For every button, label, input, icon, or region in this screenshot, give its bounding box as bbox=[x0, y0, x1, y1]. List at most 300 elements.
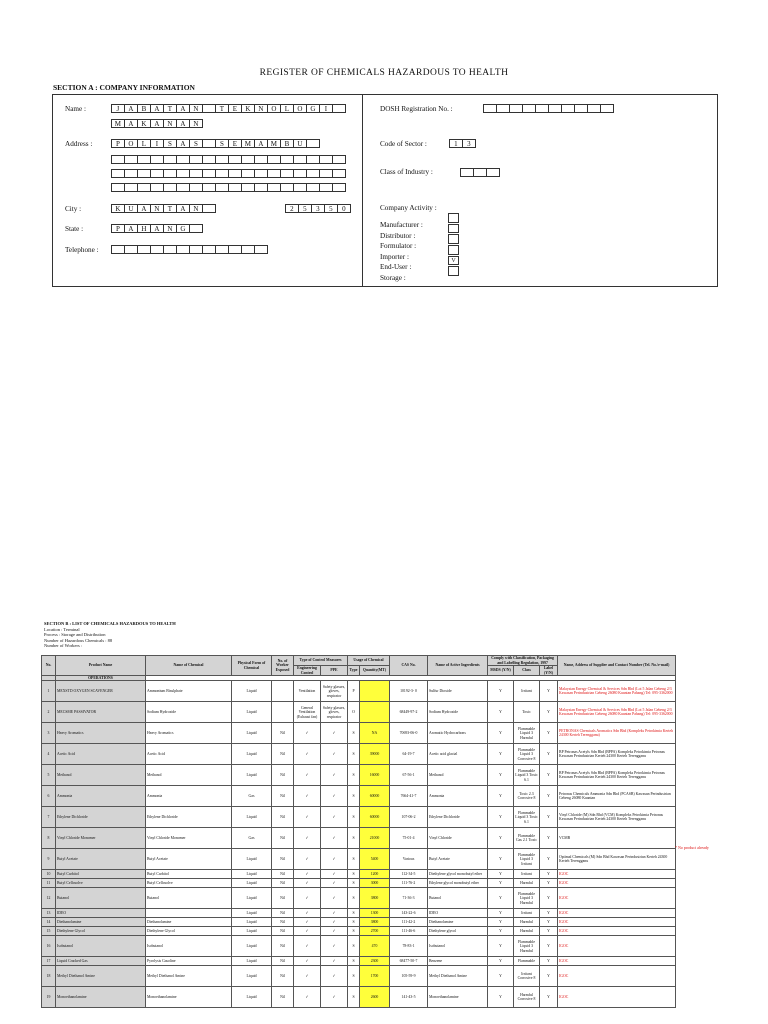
char-box[interactable]: A bbox=[137, 204, 151, 213]
table-row bbox=[42, 849, 676, 870]
activity-checkbox[interactable] bbox=[448, 234, 459, 244]
char-box[interactable]: K bbox=[137, 119, 151, 128]
char-box[interactable] bbox=[124, 245, 138, 254]
char-box[interactable]: 5 bbox=[298, 204, 312, 213]
msds-cell: Y bbox=[488, 681, 514, 702]
label-cell: Y bbox=[540, 681, 558, 702]
char-box[interactable]: N bbox=[189, 204, 203, 213]
cas-no-cell: 75-01-4 bbox=[390, 828, 428, 849]
usage-type-cell: S bbox=[348, 807, 360, 828]
char-box[interactable] bbox=[267, 169, 281, 178]
char-box[interactable] bbox=[280, 155, 294, 164]
chemical-name-cell: Pyrolysis Gasoline bbox=[146, 957, 232, 966]
table-row bbox=[42, 681, 676, 702]
char-box[interactable]: S bbox=[215, 139, 229, 148]
char-box[interactable]: A bbox=[124, 224, 138, 233]
table-row bbox=[42, 987, 676, 1008]
char-box[interactable]: I bbox=[150, 139, 164, 148]
char-box[interactable] bbox=[332, 169, 346, 178]
char-box[interactable] bbox=[306, 139, 320, 148]
char-box[interactable]: A bbox=[176, 204, 190, 213]
char-box[interactable] bbox=[202, 245, 216, 254]
char-box[interactable]: A bbox=[150, 104, 164, 113]
row-no-cell: 5 bbox=[42, 765, 56, 786]
chemical-name-cell: Heavy Aromatics bbox=[146, 723, 232, 744]
activity-label: Company Activity : bbox=[380, 204, 437, 212]
char-box[interactable] bbox=[215, 169, 229, 178]
char-box[interactable]: A bbox=[150, 224, 164, 233]
usage-type-cell: S bbox=[348, 879, 360, 888]
char-box[interactable] bbox=[241, 183, 255, 192]
char-box[interactable]: L bbox=[137, 139, 151, 148]
address-line3-boxes[interactable] bbox=[111, 169, 345, 178]
char-box[interactable]: G bbox=[176, 224, 190, 233]
char-box[interactable] bbox=[176, 169, 190, 178]
activity-label: Storage : bbox=[380, 274, 406, 282]
industry-boxes[interactable] bbox=[460, 168, 499, 177]
char-box[interactable] bbox=[137, 169, 151, 178]
char-box[interactable] bbox=[124, 155, 138, 164]
char-box[interactable] bbox=[202, 139, 216, 148]
address-line2-boxes[interactable] bbox=[111, 155, 345, 164]
supplier-cell: PETRONAS Chemicals Aromatics Sdn Bhd (Kompleks Petrokimia Kerteh 24300 Kerteh Terengganu) bbox=[558, 723, 676, 744]
activity-label: End-User : bbox=[380, 263, 412, 272]
chemical-name-cell: Methyl Diethanol Amine bbox=[146, 966, 232, 987]
char-box[interactable] bbox=[548, 104, 562, 113]
section-b-title: SECTION B : LIST OF CHEMICALS HAZARDOUS TO HEALTH bbox=[44, 621, 176, 626]
msds-cell: Y bbox=[488, 786, 514, 807]
char-box[interactable]: U bbox=[293, 139, 307, 148]
row-no-cell: 17 bbox=[42, 957, 56, 966]
usage-type-cell: S bbox=[348, 918, 360, 927]
table-row bbox=[42, 786, 676, 807]
char-box[interactable]: T bbox=[163, 104, 177, 113]
activity-label: Importer : bbox=[380, 252, 409, 261]
workers-exposed-cell: Nil bbox=[272, 927, 294, 936]
product-name-cell: Butanol bbox=[56, 888, 146, 909]
char-box[interactable]: N bbox=[163, 224, 177, 233]
active-ingredient-cell: Sodium Hydroxide bbox=[428, 702, 488, 723]
char-box[interactable] bbox=[574, 104, 588, 113]
activity-checkbox[interactable] bbox=[448, 224, 459, 234]
char-box[interactable] bbox=[332, 183, 346, 192]
usage-type-cell: S bbox=[348, 828, 360, 849]
physical-form-cell: Liquid bbox=[232, 927, 272, 936]
char-box[interactable] bbox=[150, 183, 164, 192]
active-ingredient-cell: Diethylene glycol monobutyl ether bbox=[428, 870, 488, 879]
product-name-cell: Acetic Acid bbox=[56, 744, 146, 765]
active-ingredient-cell: Aromatic Hydrocarbons bbox=[428, 723, 488, 744]
char-box[interactable] bbox=[561, 104, 575, 113]
char-box[interactable]: 5 bbox=[324, 204, 338, 213]
char-box[interactable]: A bbox=[176, 139, 190, 148]
cas-no-cell: 143-22-6 bbox=[390, 909, 428, 918]
char-box[interactable] bbox=[241, 169, 255, 178]
quantity-cell: 2300 bbox=[360, 957, 390, 966]
char-box[interactable] bbox=[319, 155, 333, 164]
col-type: Type bbox=[348, 666, 360, 676]
char-box[interactable] bbox=[254, 155, 268, 164]
char-box[interactable] bbox=[163, 183, 177, 192]
cas-no-cell: 68477-50-7 bbox=[390, 957, 428, 966]
workers-exposed-cell: Nil bbox=[272, 870, 294, 879]
chemical-name-cell: Monoethanolamine bbox=[146, 987, 232, 1008]
char-box[interactable] bbox=[202, 183, 216, 192]
chemical-name-cell bbox=[146, 909, 232, 918]
msds-cell: Y bbox=[488, 828, 514, 849]
active-ingredient-cell: Butanol bbox=[428, 888, 488, 909]
product-name-cell: Ammonia bbox=[56, 786, 146, 807]
char-box[interactable] bbox=[202, 155, 216, 164]
table-row bbox=[42, 807, 676, 828]
class-cell: Harmful bbox=[514, 918, 540, 927]
supplier-cell: BP Petronas Acetyls Sdn Bhd (BPPA) Kompleks Petrokimia Petronas Kawasan Perindustrian Kerteh 24300 Kerteh Terengganu bbox=[558, 765, 676, 786]
usage-type-cell: S bbox=[348, 870, 360, 879]
char-box[interactable] bbox=[332, 104, 346, 113]
table-row bbox=[42, 957, 676, 966]
char-box[interactable]: N bbox=[189, 119, 203, 128]
char-box[interactable]: A bbox=[124, 104, 138, 113]
name-label: Name : bbox=[65, 105, 86, 113]
activity-row bbox=[380, 256, 470, 272]
supplier-cell: IGOC bbox=[558, 879, 676, 888]
char-box[interactable]: G bbox=[306, 104, 320, 113]
char-box[interactable] bbox=[137, 245, 151, 254]
label-cell: Y bbox=[540, 744, 558, 765]
char-box[interactable]: K bbox=[111, 204, 125, 213]
activity-checkbox[interactable] bbox=[448, 266, 459, 276]
char-box[interactable]: B bbox=[280, 139, 294, 148]
activity-row bbox=[380, 267, 470, 282]
telephone-label: Telephone : bbox=[65, 246, 99, 254]
class-cell: Toxic bbox=[514, 702, 540, 723]
col-product: Product Name bbox=[56, 656, 146, 676]
char-box[interactable]: 2 bbox=[285, 204, 299, 213]
char-box[interactable]: 3 bbox=[462, 139, 476, 148]
char-box[interactable]: O bbox=[267, 104, 281, 113]
cas-no-cell: 7664-41-7 bbox=[390, 786, 428, 807]
physical-form-cell: Liquid bbox=[232, 681, 272, 702]
char-box[interactable] bbox=[267, 183, 281, 192]
char-box[interactable]: N bbox=[254, 104, 268, 113]
char-box[interactable]: I bbox=[319, 104, 333, 113]
char-box[interactable] bbox=[111, 183, 125, 192]
product-name-cell: IDEO bbox=[56, 909, 146, 918]
table-row bbox=[42, 870, 676, 879]
usage-type-cell: P bbox=[348, 681, 360, 702]
char-box[interactable] bbox=[163, 169, 177, 178]
char-box[interactable] bbox=[202, 204, 216, 213]
class-cell: Harmful bbox=[514, 879, 540, 888]
workers-exposed-cell: Nil bbox=[272, 957, 294, 966]
active-ingredient-cell: Sulfur Dioxide bbox=[428, 681, 488, 702]
document-title: REGISTER OF CHEMICALS HAZARDOUS TO HEALTH bbox=[259, 68, 509, 78]
label-cell: Y bbox=[540, 849, 558, 870]
char-box[interactable] bbox=[163, 155, 177, 164]
num-chemicals-text: Number of Hazardous Chemicals : 88 bbox=[44, 637, 113, 643]
char-box[interactable] bbox=[111, 169, 125, 178]
char-box[interactable]: M bbox=[241, 139, 255, 148]
char-box[interactable] bbox=[483, 104, 497, 113]
char-box[interactable] bbox=[535, 104, 549, 113]
label-cell: Y bbox=[540, 936, 558, 957]
char-box[interactable]: T bbox=[163, 204, 177, 213]
label-cell: Y bbox=[540, 987, 558, 1008]
section-b-meta bbox=[44, 621, 176, 649]
address-line4-boxes[interactable] bbox=[111, 183, 345, 192]
char-box[interactable] bbox=[176, 245, 190, 254]
char-box[interactable] bbox=[215, 155, 229, 164]
char-box[interactable] bbox=[600, 104, 614, 113]
engineering-control-cell: ✓ bbox=[294, 987, 321, 1008]
char-box[interactable]: M bbox=[111, 119, 125, 128]
quantity-cell: 60000 bbox=[360, 807, 390, 828]
usage-type-cell: S bbox=[348, 849, 360, 870]
quantity-cell: 2600 bbox=[360, 987, 390, 1008]
row-no-cell: 16 bbox=[42, 936, 56, 957]
char-box[interactable] bbox=[150, 245, 164, 254]
char-box[interactable] bbox=[254, 183, 268, 192]
product-name-cell: Heavy Aromatics bbox=[56, 723, 146, 744]
char-box[interactable]: N bbox=[189, 104, 203, 113]
char-box[interactable] bbox=[486, 168, 500, 177]
activity-checkbox[interactable]: V bbox=[448, 256, 459, 266]
col-ppe: PPE bbox=[321, 666, 348, 676]
char-box[interactable] bbox=[111, 155, 125, 164]
char-box[interactable] bbox=[332, 155, 346, 164]
class-cell: Flammable Liquid 3 Irritant bbox=[514, 849, 540, 870]
char-box[interactable] bbox=[228, 245, 242, 254]
char-box[interactable]: E bbox=[228, 139, 242, 148]
char-box[interactable]: K bbox=[241, 104, 255, 113]
char-box[interactable] bbox=[293, 183, 307, 192]
class-cell: Flammable Gas 2.1 Toxic bbox=[514, 828, 540, 849]
quantity-cell: 39000 bbox=[360, 744, 390, 765]
char-box[interactable]: A bbox=[124, 119, 138, 128]
char-box[interactable] bbox=[293, 169, 307, 178]
char-box[interactable] bbox=[176, 183, 190, 192]
col-chemical: Name of Chemical bbox=[146, 656, 232, 676]
char-box[interactable] bbox=[215, 245, 229, 254]
char-box[interactable]: A bbox=[176, 119, 190, 128]
label-cell: Y bbox=[540, 702, 558, 723]
char-box[interactable] bbox=[306, 183, 320, 192]
city-boxes[interactable] bbox=[111, 204, 215, 213]
usage-type-cell: S bbox=[348, 786, 360, 807]
active-ingredient-cell: Butyl Acetate bbox=[428, 849, 488, 870]
char-box[interactable]: 3 bbox=[311, 204, 325, 213]
quantity-cell: 1700 bbox=[360, 966, 390, 987]
msds-cell: Y bbox=[488, 966, 514, 987]
row-no-cell: 9 bbox=[42, 849, 56, 870]
char-box[interactable] bbox=[306, 155, 320, 164]
char-box[interactable] bbox=[280, 169, 294, 178]
workers-exposed-cell: Nil bbox=[272, 744, 294, 765]
label-cell: Y bbox=[540, 918, 558, 927]
supplier-cell: IGOC bbox=[558, 909, 676, 918]
chemical-name-cell: Isobutanol bbox=[146, 936, 232, 957]
activity-checkbox[interactable] bbox=[448, 245, 459, 255]
char-box[interactable]: N bbox=[163, 119, 177, 128]
char-box[interactable] bbox=[163, 245, 177, 254]
physical-form-cell: Liquid bbox=[232, 888, 272, 909]
char-box[interactable] bbox=[202, 169, 216, 178]
char-box[interactable] bbox=[473, 168, 487, 177]
label-cell: Y bbox=[540, 870, 558, 879]
engineering-control-cell: ✓ bbox=[294, 957, 321, 966]
label-cell: Y bbox=[540, 723, 558, 744]
row-no-cell: 1 bbox=[42, 681, 56, 702]
ppe-cell: Safety glasses, gloves, respirator bbox=[321, 681, 348, 702]
sector-boxes[interactable] bbox=[449, 139, 475, 148]
physical-form-cell: Liquid bbox=[232, 936, 272, 957]
char-box[interactable]: A bbox=[254, 139, 268, 148]
physical-form-cell: Liquid bbox=[232, 918, 272, 927]
char-box[interactable] bbox=[189, 155, 203, 164]
char-box[interactable] bbox=[293, 155, 307, 164]
char-box[interactable] bbox=[460, 168, 474, 177]
char-box[interactable]: T bbox=[215, 104, 229, 113]
char-box[interactable]: L bbox=[280, 104, 294, 113]
char-box[interactable]: 1 bbox=[449, 139, 463, 148]
char-box[interactable] bbox=[306, 169, 320, 178]
char-box[interactable] bbox=[124, 169, 138, 178]
dosh-boxes[interactable] bbox=[483, 104, 613, 113]
col-eng: Engineering Control bbox=[294, 666, 321, 676]
char-box[interactable] bbox=[228, 183, 242, 192]
char-box[interactable]: S bbox=[189, 139, 203, 148]
engineering-control-cell: Ventilation bbox=[294, 681, 321, 702]
telephone-boxes[interactable] bbox=[111, 245, 267, 254]
process-text: Process : Storage and Distribution bbox=[44, 632, 106, 638]
char-box[interactable] bbox=[509, 104, 523, 113]
quantity-cell: 2700 bbox=[360, 927, 390, 936]
chemical-register-table bbox=[41, 655, 676, 1008]
table-row bbox=[42, 909, 676, 918]
char-box[interactable] bbox=[496, 104, 510, 113]
operations-label: OPERATIONS bbox=[56, 676, 146, 681]
char-box[interactable] bbox=[241, 155, 255, 164]
workers-exposed-cell: Nil bbox=[272, 966, 294, 987]
char-box[interactable] bbox=[241, 245, 255, 254]
char-box[interactable]: N bbox=[150, 204, 164, 213]
supplier-cell: IGOC bbox=[558, 957, 676, 966]
char-box[interactable] bbox=[150, 155, 164, 164]
product-name-cell: Methyl Diethanol Amine bbox=[56, 966, 146, 987]
char-box[interactable] bbox=[319, 169, 333, 178]
char-box[interactable]: A bbox=[150, 119, 164, 128]
ppe-cell: ✓ bbox=[321, 987, 348, 1008]
industry-label: Class of Industry : bbox=[380, 168, 433, 176]
char-box[interactable]: P bbox=[111, 224, 125, 233]
char-box[interactable]: O bbox=[293, 104, 307, 113]
workers-exposed-cell: Nil bbox=[272, 849, 294, 870]
label-cell: Y bbox=[540, 786, 558, 807]
char-box[interactable] bbox=[254, 169, 268, 178]
supplier-cell: IGOC bbox=[558, 870, 676, 879]
row-no-cell: 13 bbox=[42, 909, 56, 918]
char-box[interactable]: S bbox=[163, 139, 177, 148]
char-box[interactable] bbox=[189, 169, 203, 178]
engineering-control-cell: General Ventilation (Exhaust fan) bbox=[294, 702, 321, 723]
char-box[interactable] bbox=[176, 155, 190, 164]
char-box[interactable] bbox=[587, 104, 601, 113]
char-box[interactable] bbox=[319, 183, 333, 192]
physical-form-cell: Liquid bbox=[232, 957, 272, 966]
state-boxes[interactable] bbox=[111, 224, 202, 233]
postcode-boxes[interactable] bbox=[285, 204, 350, 213]
ppe-cell: ✓ bbox=[321, 879, 348, 888]
char-box[interactable] bbox=[267, 155, 281, 164]
char-box[interactable] bbox=[137, 155, 151, 164]
product-name-cell: Monoethanolamine bbox=[56, 987, 146, 1008]
usage-type-cell: S bbox=[348, 723, 360, 744]
name-line1-boxes[interactable] bbox=[111, 104, 345, 113]
char-box[interactable] bbox=[228, 169, 242, 178]
active-ingredient-cell: Ethylene glycol monobutyl ether bbox=[428, 879, 488, 888]
label-cell: Y bbox=[540, 966, 558, 987]
name-line2-boxes[interactable] bbox=[111, 119, 202, 128]
char-box[interactable]: P bbox=[111, 139, 125, 148]
class-cell: Flammable Liquid 3 Corrosive 8 bbox=[514, 744, 540, 765]
char-box[interactable] bbox=[124, 183, 138, 192]
cas-no-cell: 70693-06-0 bbox=[390, 723, 428, 744]
char-box[interactable]: M bbox=[267, 139, 281, 148]
cas-no-cell: 67-56-1 bbox=[390, 765, 428, 786]
engineering-control-cell: ✓ bbox=[294, 849, 321, 870]
class-cell: Harmful bbox=[514, 927, 540, 936]
char-box[interactable]: H bbox=[137, 224, 151, 233]
col-msds: MSDS (Y/N) bbox=[488, 666, 514, 676]
char-box[interactable] bbox=[189, 183, 203, 192]
char-box[interactable]: U bbox=[124, 204, 138, 213]
char-box[interactable] bbox=[111, 245, 125, 254]
char-box[interactable]: B bbox=[137, 104, 151, 113]
char-box[interactable]: O bbox=[124, 139, 138, 148]
col-supplier: Name, Address of Supplier and Contact Number (Tel. No./e-mail) bbox=[558, 656, 676, 676]
char-box[interactable] bbox=[150, 169, 164, 178]
char-box[interactable] bbox=[189, 245, 203, 254]
class-cell: Irritant bbox=[514, 870, 540, 879]
class-cell: Irritant bbox=[514, 681, 540, 702]
col-class: Class bbox=[514, 666, 540, 676]
char-box[interactable]: J bbox=[111, 104, 125, 113]
chemical-name-cell: Butyl Cellosolve bbox=[146, 879, 232, 888]
char-box[interactable] bbox=[137, 183, 151, 192]
char-box[interactable] bbox=[202, 104, 216, 113]
char-box[interactable]: E bbox=[228, 104, 242, 113]
active-ingredient-cell: Isobutanol bbox=[428, 936, 488, 957]
char-box[interactable]: A bbox=[176, 104, 190, 113]
char-box[interactable] bbox=[280, 183, 294, 192]
quantity-cell: 1200 bbox=[360, 870, 390, 879]
char-box[interactable] bbox=[522, 104, 536, 113]
quantity-cell: 21000 bbox=[360, 828, 390, 849]
city-label: City : bbox=[65, 205, 82, 213]
col-comply: Comply with Classification, Packaging and Labelling Regulation, 1997 bbox=[488, 656, 558, 666]
char-box[interactable] bbox=[215, 183, 229, 192]
char-box[interactable] bbox=[228, 155, 242, 164]
activity-checkbox[interactable] bbox=[448, 213, 459, 223]
usage-type-cell: S bbox=[348, 987, 360, 1008]
char-box[interactable] bbox=[189, 224, 203, 233]
active-ingredient-cell: IDEO bbox=[428, 909, 488, 918]
char-box[interactable]: 0 bbox=[337, 204, 351, 213]
char-box[interactable] bbox=[254, 245, 268, 254]
address-line1-boxes[interactable] bbox=[111, 139, 319, 148]
workers-exposed-cell: Nil bbox=[272, 723, 294, 744]
usage-type-cell: O bbox=[348, 702, 360, 723]
